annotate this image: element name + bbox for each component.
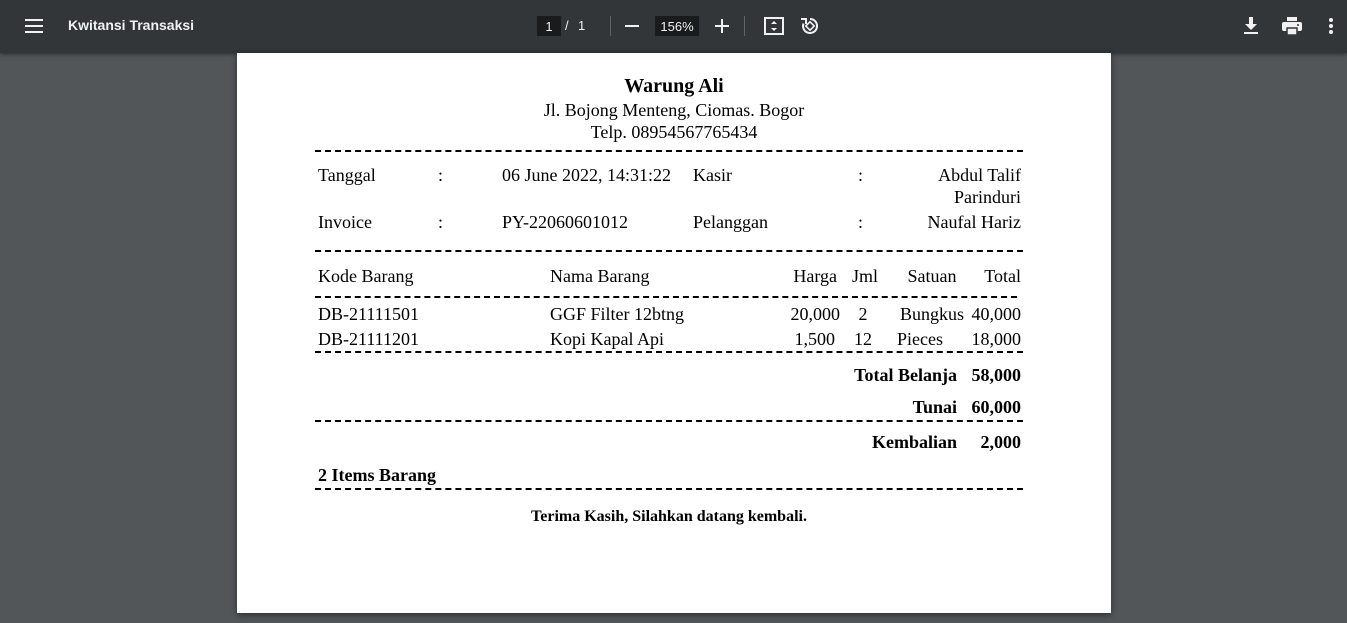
more-vertical-icon[interactable] bbox=[1315, 10, 1347, 42]
footer-thanks: Terima Kasih, Silahkan datang kembali. bbox=[531, 508, 807, 525]
dashed-separator bbox=[315, 488, 1023, 490]
col-unit-header: Satuan bbox=[907, 266, 957, 286]
change-label: Kembalian bbox=[871, 432, 957, 452]
item-unit: Bungkus bbox=[899, 304, 964, 324]
cash-label: Tunai bbox=[912, 397, 957, 417]
dashed-separator bbox=[315, 250, 1023, 252]
date-label: Tanggal bbox=[318, 165, 376, 185]
item-price: 20,000 bbox=[790, 304, 840, 324]
date-colon: : bbox=[438, 165, 444, 185]
cashier-value-line1: Abdul Talif bbox=[938, 165, 1021, 185]
col-price-header: Harga bbox=[793, 266, 837, 286]
col-total-header: Total bbox=[984, 266, 1021, 286]
print-icon[interactable] bbox=[1276, 10, 1308, 42]
cashier-label: Kasir bbox=[693, 165, 732, 185]
item-price: 1,500 bbox=[794, 329, 835, 349]
plus-icon[interactable] bbox=[706, 10, 738, 42]
total-pages: 1 bbox=[578, 18, 586, 33]
store-phone: Telp. 08954567765434 bbox=[590, 122, 758, 142]
store-name: Warung Ali bbox=[624, 75, 724, 97]
col-code-header: Kode Barang bbox=[318, 266, 414, 286]
item-unit: Pieces bbox=[897, 329, 943, 349]
pdf-toolbar bbox=[0, 0, 1347, 53]
date-value: 06 June 2022, 14:31:22 bbox=[502, 165, 671, 185]
dashed-separator bbox=[315, 420, 1023, 422]
change-value: 2,000 bbox=[980, 432, 1021, 452]
pdf-page bbox=[237, 53, 1111, 613]
cashier-value-line2: Parinduri bbox=[954, 187, 1021, 207]
items-count: 2 Items Barang bbox=[318, 465, 436, 485]
document-title: Kwitansi Transaksi bbox=[68, 17, 195, 33]
dashed-separator bbox=[315, 351, 1023, 353]
download-icon[interactable] bbox=[1235, 10, 1267, 42]
cash-value: 60,000 bbox=[971, 397, 1021, 417]
current-page-input[interactable]: 1 bbox=[537, 16, 561, 36]
store-address: Jl. Bojong Menteng, Ciomas. Bogor bbox=[543, 100, 805, 120]
invoice-colon: : bbox=[438, 212, 444, 232]
col-qty-header: Jml bbox=[851, 266, 878, 286]
zoom-level-input[interactable]: 156% bbox=[655, 16, 699, 36]
fit-to-page-icon[interactable] bbox=[758, 10, 790, 42]
item-total: 18,000 bbox=[971, 329, 1021, 349]
toolbar-divider bbox=[610, 16, 611, 36]
item-name: Kopi Kapal Api bbox=[550, 329, 664, 349]
dashed-separator bbox=[315, 150, 1023, 152]
item-code: DB-21111501 bbox=[318, 304, 419, 324]
item-code: DB-21111201 bbox=[318, 329, 419, 349]
toolbar-divider bbox=[744, 16, 745, 36]
customer-value: Naufal Hariz bbox=[927, 212, 1021, 232]
page-separator: / bbox=[565, 18, 569, 33]
item-name: GGF Filter 12btng bbox=[550, 304, 685, 324]
minus-icon[interactable] bbox=[616, 10, 648, 42]
dashed-separator bbox=[315, 296, 1017, 298]
col-name-header: Nama Barang bbox=[550, 266, 650, 286]
cashier-colon: : bbox=[858, 165, 864, 185]
invoice-value: PY-22060601012 bbox=[502, 212, 629, 232]
item-qty: 2 bbox=[858, 304, 868, 324]
total-label: Total Belanja bbox=[854, 365, 957, 385]
customer-label: Pelanggan bbox=[693, 212, 768, 232]
hamburger-menu-icon[interactable] bbox=[18, 10, 50, 42]
customer-colon: : bbox=[858, 212, 864, 232]
rotate-icon[interactable] bbox=[794, 10, 826, 42]
total-value: 58,000 bbox=[971, 365, 1021, 385]
item-qty: 12 bbox=[854, 329, 872, 349]
invoice-label: Invoice bbox=[318, 212, 372, 232]
item-total: 40,000 bbox=[971, 304, 1021, 324]
